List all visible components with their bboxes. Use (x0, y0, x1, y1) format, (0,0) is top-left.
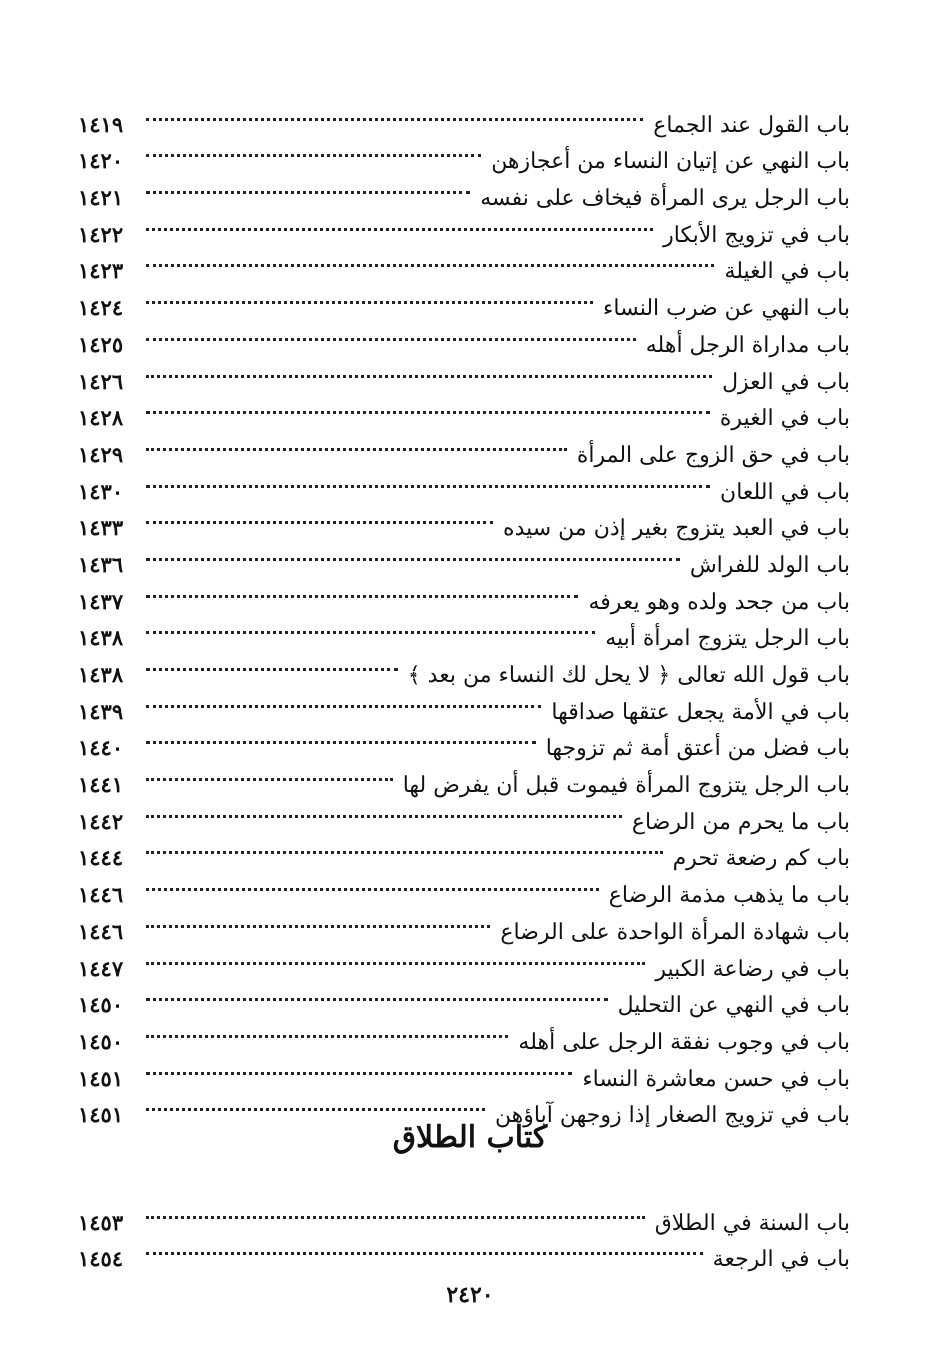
toc-entry-title: باب في تزويج الصغار إذا زوجهن آباؤهن (494, 1103, 850, 1129)
toc-entry-title: باب الرجل يتزوج امرأة أبيه (605, 626, 850, 652)
leader-dots (146, 595, 595, 635)
toc-entry-title: باب من جحد ولده وهو يعرفه (588, 589, 850, 615)
toc-entry-page: ١٤٣٨ (78, 662, 124, 687)
toc-entry-title: باب في حق الزوج على المرأة (576, 442, 850, 468)
toc-entry-page: ١٤٤٠ (78, 735, 124, 761)
section-heading: كتاب الطلاق (392, 1120, 548, 1155)
leader-dots (146, 741, 393, 781)
leader-dots (146, 1072, 485, 1112)
leader-dots (146, 631, 398, 671)
toc-entry-page: ١٤٤٦ (78, 918, 124, 944)
toc-entry-title: باب في تزويج الأبكار (663, 222, 850, 248)
toc-entry-page: ١٤٥١ (78, 1065, 124, 1091)
leader-dots (146, 925, 645, 965)
toc-entry-title: باب في الرجعة (712, 1247, 850, 1273)
toc-entry-page: ١٤٤٦ (78, 882, 124, 908)
table-of-contents-section (78, 1190, 850, 1273)
toc-entry-title: باب النهي عن ضرب النساء (603, 296, 850, 322)
toc-entry-title: باب الولد للفراش (689, 552, 850, 578)
toc-entry-page: ١٤٢٥ (78, 331, 124, 357)
toc-entry-title: باب في وجوب نفقة الرجل على أهله (518, 1029, 850, 1055)
toc-entry-page: ١٤٢٨ (78, 405, 124, 431)
leader-dots (146, 375, 710, 415)
toc-entry-title: باب الرجل يرى المرأة فيخاف على نفسه (480, 186, 850, 212)
toc-entry-title: باب ما يذهب مذمة الرضاع (608, 883, 850, 909)
toc-entry-page: ١٤٣٩ (78, 698, 124, 724)
toc-entry-title: باب النهي عن إتيان النساء من أعجازهن (491, 149, 850, 175)
toc-entry-title: باب في حسن معاشرة النساء (582, 1066, 850, 1092)
leader-dots (146, 118, 481, 158)
toc-entry-page: ١٤٤٢ (78, 808, 124, 834)
toc-entry-page: ١٤١٩ (78, 111, 124, 137)
leader-dots (146, 888, 490, 928)
leader-dots (146, 705, 536, 745)
toc-entry-title: باب ما يحرم من الرضاع (631, 809, 850, 835)
toc-entry-page: ١٤٢٠ (78, 148, 124, 174)
leader-dots (146, 154, 470, 194)
leader-dots (146, 851, 599, 891)
toc-entry-title: باب في العزل (722, 369, 850, 395)
toc-entry-title: باب السنة في الطلاق (654, 1210, 850, 1236)
toc-entry-title: باب في اللعان (720, 479, 850, 505)
toc-entry-page: ١٤٥١ (78, 1102, 124, 1128)
toc-entry-title: باب الرجل يتزوج المرأة فيموت قبل أن يفرض لها (402, 773, 850, 799)
leader-dots (146, 521, 680, 561)
toc-entry-page: ١٤٢١ (78, 185, 124, 211)
toc-entry-title: باب مداراة الرجل أهله (645, 332, 850, 358)
toc-entry-page: ١٤٤١ (78, 772, 124, 798)
toc-entry-title: باب فضل من أعتق أمة ثم تزوجها (545, 736, 850, 762)
leader-dots (146, 815, 663, 855)
leader-dots (146, 1179, 645, 1219)
leader-dots (146, 485, 493, 525)
leader-dots (146, 962, 608, 1002)
leader-dots (146, 448, 710, 488)
toc-entry-page: ١٤٢٦ (78, 368, 124, 394)
leader-dots (146, 338, 712, 378)
leader-dots (146, 558, 578, 598)
toc-entry-title: باب في الغيرة (719, 406, 850, 432)
leader-dots (146, 1216, 703, 1256)
toc-entry-title: باب في الغيلة (724, 259, 850, 285)
toc-entry-page: ١٤٤٧ (78, 955, 124, 981)
toc-entry-page: ١٤٢٢ (78, 221, 124, 247)
toc-entry-page: ١٤٥٤ (78, 1246, 124, 1272)
leader-dots (146, 191, 653, 231)
toc-entry-title: باب قول الله تعالى ﴿ لا يحل لك النساء من بعد ﴾ (407, 663, 850, 688)
toc-entry-page: ١٤٣٠ (78, 478, 124, 504)
leader-dots (146, 228, 714, 268)
leader-dots (146, 301, 636, 341)
toc-entry-title: باب في رضاعة الكبير (655, 956, 850, 982)
toc-entry-page: ١٤٢٩ (78, 441, 124, 467)
toc-entry-title: باب في الأمة يجعل عتقها صداقها (551, 699, 850, 725)
leader-dots (146, 998, 508, 1038)
toc-entry-title: باب كم رضعة تحرم (672, 846, 850, 872)
toc-entry-title: باب القول عند الجماع (653, 112, 850, 138)
leader-dots (146, 264, 593, 304)
toc-entry-title: باب شهادة المرأة الواحدة على الرضاع (500, 919, 850, 945)
toc-entry-title: باب في العبد يتزوج بغير إذن من سيده (503, 516, 850, 542)
toc-entry-page: ١٤٥٠ (78, 992, 124, 1018)
toc-entry-page: ١٤٥٠ (78, 1028, 124, 1054)
toc-entry-page: ١٤٥٣ (78, 1209, 124, 1235)
toc-entry-page: ١٤٢٤ (78, 295, 124, 321)
leader-dots (146, 81, 643, 121)
toc-entry-page: ١٤٣٣ (78, 515, 124, 541)
table-of-contents (78, 92, 850, 1129)
leader-dots (146, 411, 567, 451)
toc-entry-page: ١٤٣٨ (78, 625, 124, 651)
toc-entry-page: ١٤٢٣ (78, 258, 124, 284)
page-number: ٢٤٢٠ (446, 1282, 494, 1308)
toc-entry-page: ١٤٣٦ (78, 551, 124, 577)
leader-dots (146, 668, 541, 708)
toc-entry-page: ١٤٤٤ (78, 845, 124, 871)
leader-dots (146, 1035, 572, 1075)
toc-entry-page: ١٤٣٧ (78, 588, 124, 614)
leader-dots (146, 778, 622, 818)
toc-entry-title: باب في النهي عن التحليل (617, 993, 850, 1019)
